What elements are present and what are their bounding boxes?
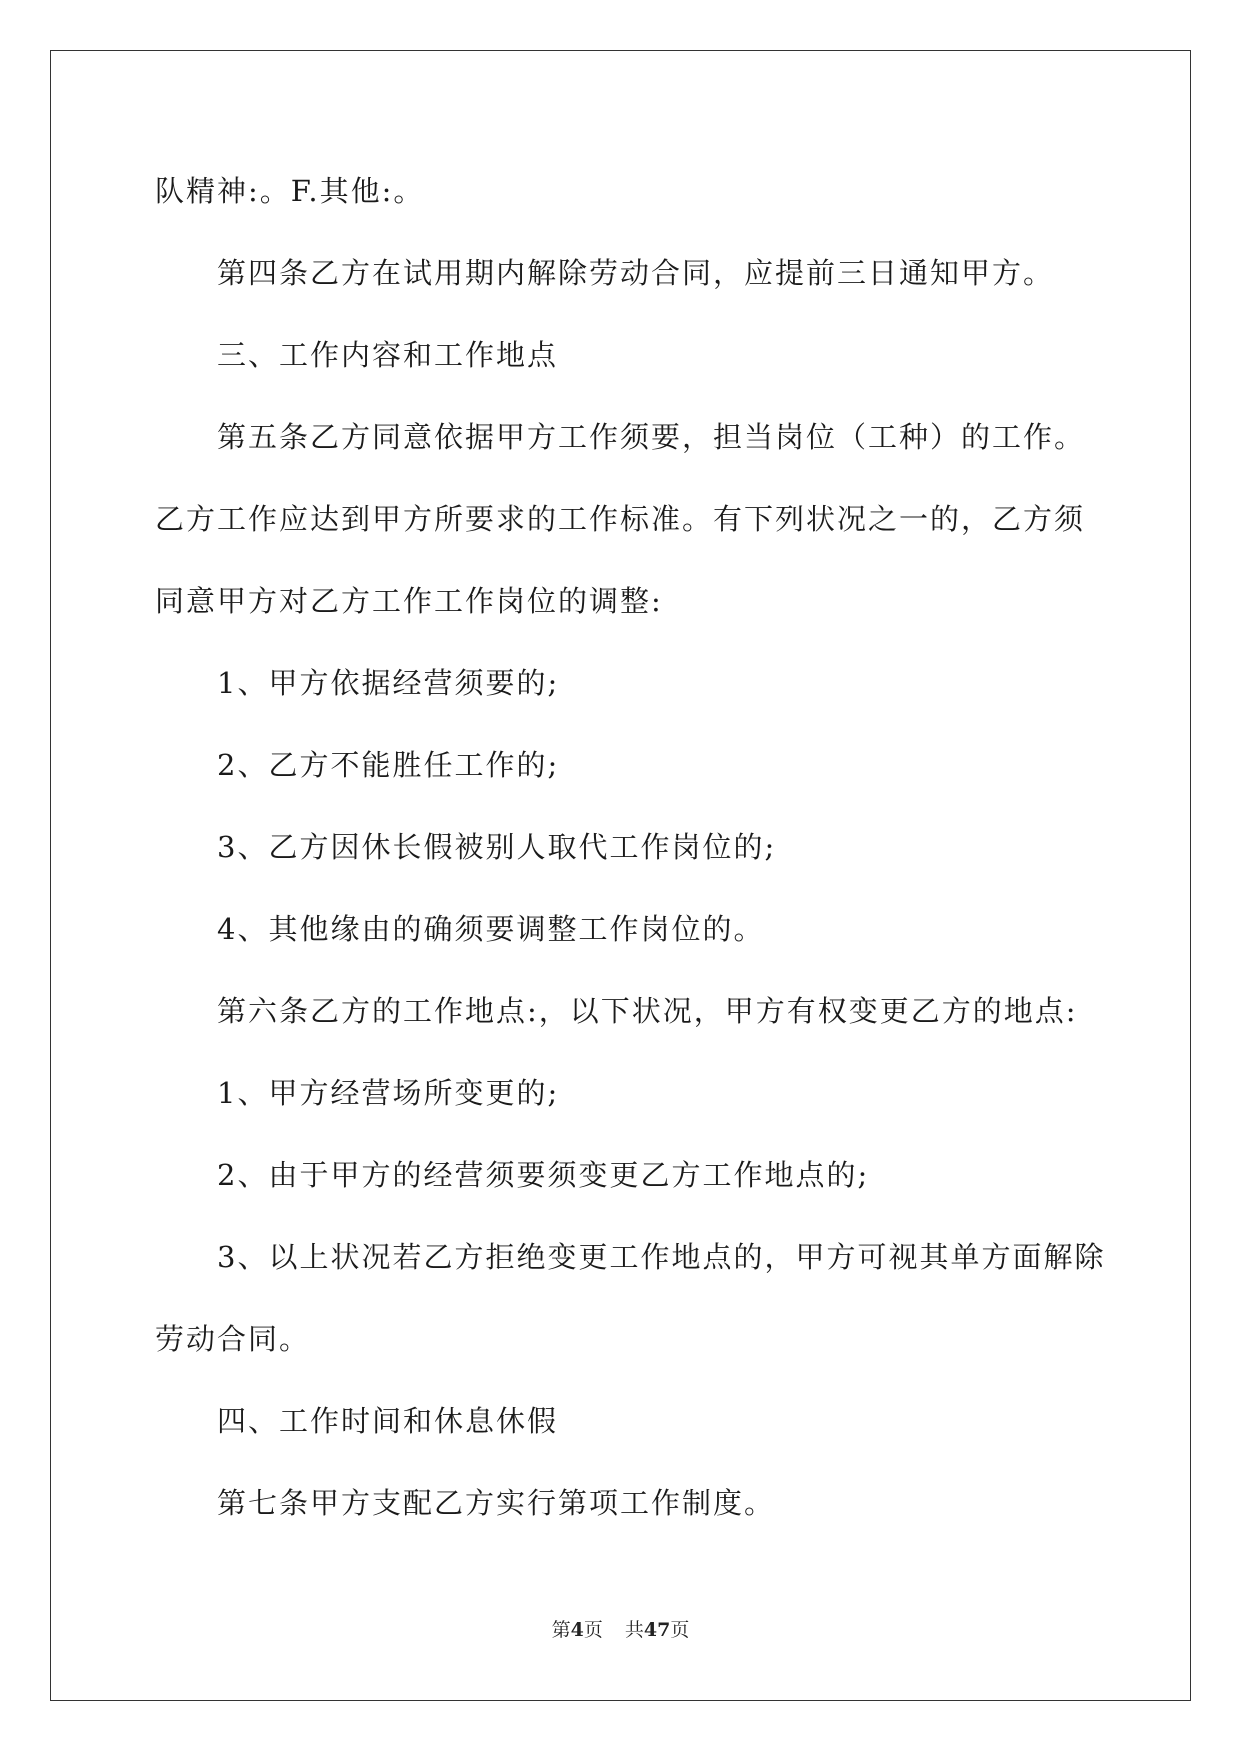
page-number: 4	[570, 1619, 584, 1641]
paragraph: 第四条乙方在试用期内解除劳动合同，应提前三日通知甲方。	[217, 256, 1055, 290]
page-footer	[0, 1615, 1241, 1642]
document-body	[155, 150, 1106, 1544]
section-heading: 三、工作内容和工作地点	[217, 338, 559, 372]
list-item: 1、甲方经营场所变更的;	[217, 1076, 560, 1110]
paragraph: 同意甲方对乙方工作工作岗位的调整:	[155, 584, 663, 618]
list-item: 3、以上状况若乙方拒绝变更工作地点的，甲方可视其单方面解除	[217, 1240, 1106, 1274]
page-suffix: 页	[583, 1619, 603, 1641]
paragraph: 队精神:。F.其他:。	[155, 174, 425, 208]
page-prefix: 第	[551, 1619, 571, 1641]
section-heading: 四、工作时间和休息休假	[217, 1404, 559, 1438]
paragraph: 第七条甲方支配乙方实行第项工作制度。	[217, 1486, 776, 1520]
total-pages: 47	[643, 1619, 671, 1641]
total-prefix: 共	[624, 1619, 644, 1641]
list-item: 2、由于甲方的经营须要须变更乙方工作地点的;	[217, 1158, 870, 1192]
list-item: 4、其他缘由的确须要调整工作岗位的。	[217, 912, 765, 946]
paragraph: 乙方工作应达到甲方所要求的工作标准。有下列状况之一的，乙方须	[155, 502, 1086, 536]
paragraph: 第五条乙方同意依据甲方工作须要，担当岗位（工种）的工作。	[217, 420, 1086, 454]
paragraph: 第六条乙方的工作地点:，以下状况，甲方有权变更乙方的地点:	[217, 994, 1078, 1028]
paragraph: 劳动合同。	[155, 1322, 311, 1356]
list-item: 2、乙方不能胜任工作的;	[217, 748, 560, 782]
total-suffix: 页	[670, 1619, 690, 1641]
list-item: 1、甲方依据经营须要的;	[217, 666, 560, 700]
list-item: 3、乙方因休长假被别人取代工作岗位的;	[217, 830, 777, 864]
